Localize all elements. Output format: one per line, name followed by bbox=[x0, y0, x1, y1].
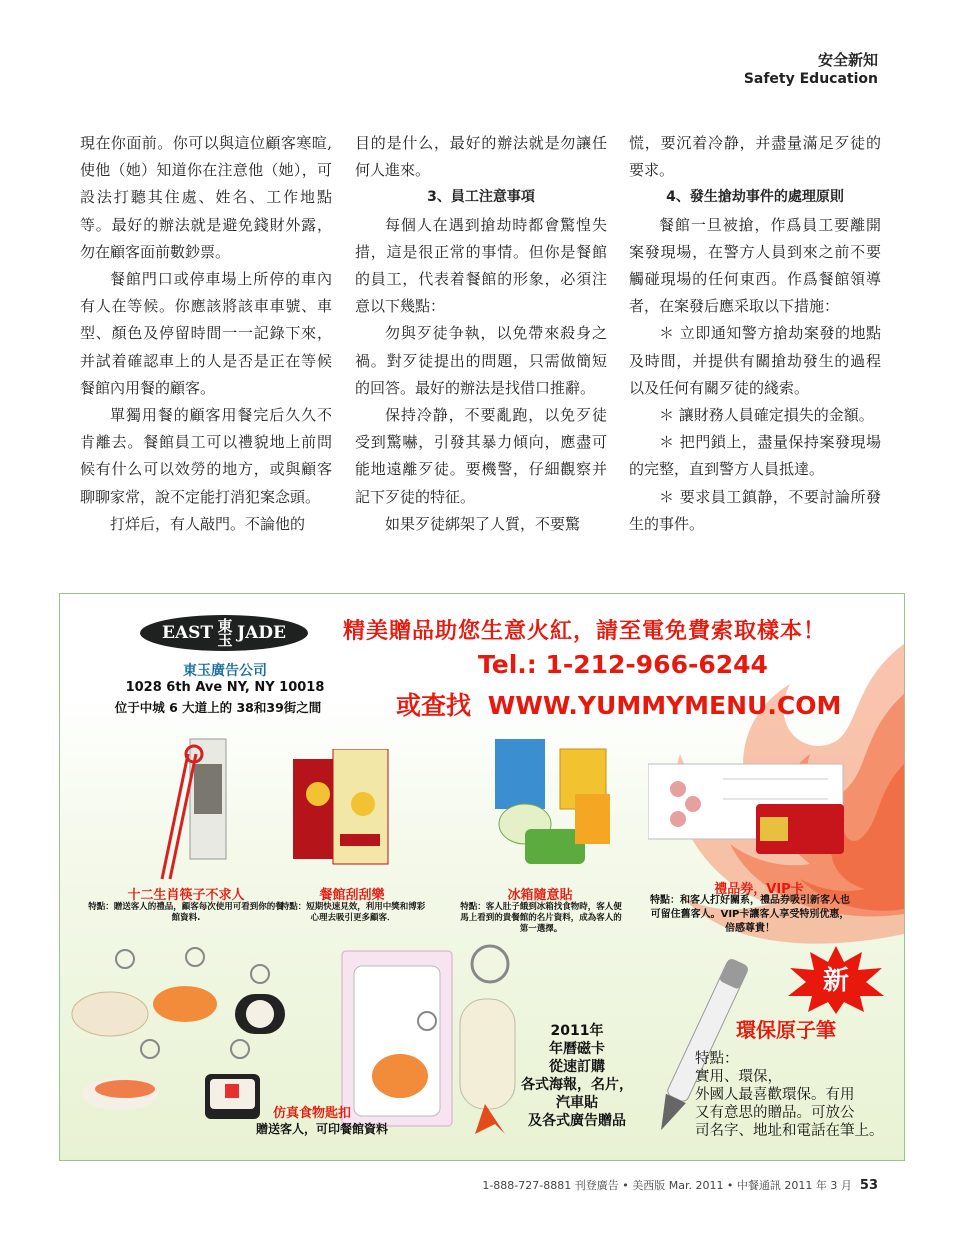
feature-line: 外國人最喜歡環保。有用 bbox=[695, 1087, 855, 1103]
paragraph: 現在你面前。你可以與這位顧客寒暄,使他（她）知道你在注意他（她），可設法打聽其住處、姓名、工作地點等。最好的辦法就是避免錢財外露，勿在顧客面前數鈔票。 bbox=[80, 134, 332, 261]
article-column-2 bbox=[355, 130, 607, 538]
paragraph: 餐館一旦被搶，作爲員工要離開案發現場，在警方人員到來之前不要觸碰現場的任何東西。作爲餐館領導者，在案發后應采取以下措施： bbox=[629, 215, 881, 316]
company-location: 位于中城 6 大道上的 38和39街之間 bbox=[114, 700, 322, 715]
advertisement bbox=[59, 593, 905, 1161]
section-title-zh: 安全新知 bbox=[817, 51, 878, 69]
subheading: 3、員工注意事項 bbox=[427, 189, 535, 206]
paragraph: 打烊后，有人敲門。不論他的 bbox=[110, 514, 306, 533]
product-description: 特點：贈送客人的禮品，顧客每次使用可看到你的餐館資料. bbox=[88, 902, 284, 923]
website-prefix: 或查找 bbox=[396, 691, 472, 720]
pen-title: 環保原子筆 bbox=[736, 1018, 836, 1042]
magnet-image bbox=[490, 734, 610, 874]
promo-line: 2011年 bbox=[550, 1023, 604, 1039]
ad-phone[interactable]: Tel.: 1-212-966-6244 bbox=[478, 650, 768, 679]
article-column-3 bbox=[629, 130, 881, 538]
article-column-1 bbox=[80, 130, 332, 538]
east-jade-logo bbox=[140, 615, 308, 651]
page-footer bbox=[482, 1177, 878, 1193]
paragraph: 餐館門口或停車場上所停的車內有人在等候。你應該將該車車號、車型、顏色及停留時間一一記錄下來，并試着確認車上的人是否是正在等候餐館內用餐的顧客。 bbox=[80, 270, 332, 397]
feature-line: 司名字、地址和電話在筆上。 bbox=[695, 1123, 884, 1139]
food-keychain-desc: 贈送客人，可印餐館資料 bbox=[255, 1122, 388, 1136]
bullet-item: ＊ 讓財務人員確定損失的金額。 bbox=[659, 406, 874, 425]
feature-line: 特點： bbox=[695, 1051, 739, 1067]
feature-line: 又有意思的贈品。可放公 bbox=[695, 1105, 855, 1121]
logo-chinese bbox=[217, 619, 233, 647]
pen-features bbox=[695, 1050, 900, 1140]
bullet-item: ＊ 把門鎖上，盡量保持案發現場的完整，直到警方人員抵達。 bbox=[629, 433, 881, 479]
food-keychain-title: 仿真食物匙扣 bbox=[272, 1106, 351, 1121]
subheading: 4、發生搶劫事件的處理原則 bbox=[666, 189, 844, 206]
logo-text-left: EAST bbox=[161, 623, 214, 643]
paragraph: 勿與歹徒争執，以免帶來殺身之禍。對歹徒提出的問題，只需做簡短的回答。最好的辦法是找借口推辭。 bbox=[355, 324, 607, 397]
promo-line: 年曆磁卡 bbox=[549, 1041, 605, 1057]
scratch-card-image bbox=[288, 749, 398, 874]
promo-line: 及各式廣告贈品 bbox=[528, 1113, 626, 1129]
paragraph: 如果歹徒綁架了人質，不要驚 bbox=[385, 514, 581, 533]
section-title-en: Safety Education bbox=[743, 71, 878, 87]
paragraph: 目的是什么，最好的辦法就是勿讓任何人進來。 bbox=[355, 134, 607, 180]
company-name: 東玉廣告公司 bbox=[183, 663, 267, 679]
promo-line: 從速訂購 bbox=[549, 1059, 605, 1075]
product-description: 特點：客人肚子餓到冰箱找食物時，客人便馬上看到的貴餐館的名片資料，成為客人的第一選擇。 bbox=[460, 902, 622, 934]
ad-website[interactable] bbox=[396, 686, 841, 722]
paragraph: 慌，要沉着冷静，并盡量滿足歹徒的要求。 bbox=[629, 134, 881, 180]
paragraph: 保持冷静，不要亂跑，以免歹徒受到驚嚇，引發其暴力傾向，應盡可能地遠離歹徒。要機警，仔細觀察并記下歹徒的特征。 bbox=[355, 406, 607, 506]
section-header bbox=[744, 50, 878, 88]
page-number: 53 bbox=[859, 1178, 878, 1193]
logo-char: 東 bbox=[217, 617, 233, 635]
product-description: 特點：和客人打好關系，禮品券吸引新客人也可留住舊客人。VIP卡讓客人享受特別优惠，倍感尊貴！ bbox=[650, 895, 850, 934]
calendar-promo bbox=[497, 1022, 657, 1130]
new-badge: 新 bbox=[822, 966, 849, 996]
product-title: 十二生肖筷子不求人 bbox=[127, 888, 245, 903]
bullet-item: ＊ 要求員工鎮静，不要討論所發生的事件。 bbox=[629, 487, 881, 533]
product-title: 禮品券，VIP卡 bbox=[714, 882, 804, 897]
bullet-item: ＊ 立即通知警方搶劫案發的地點及時間，并提供有關搶劫發生的過程以及任何有關歹徒的綫索。 bbox=[629, 324, 881, 397]
product-title: 餐館刮刮樂 bbox=[319, 888, 385, 903]
logo-text-right: JADE bbox=[237, 623, 286, 643]
promo-line: 各式海報，名片， bbox=[521, 1077, 633, 1093]
promo-line: 汽車貼 bbox=[556, 1095, 598, 1111]
product-title: 冰箱隨意貼 bbox=[507, 888, 573, 903]
product-description: 特點：短期快速見效，利用中獎和博彩心理去吸引更多顧客． bbox=[280, 902, 426, 923]
website-url: WWW.YUMMYMENU.COM bbox=[487, 691, 842, 720]
chopsticks-image bbox=[150, 734, 250, 884]
paragraph: 單獨用餐的顧客用餐完后久久不肯離去。餐館員工可以禮貌地上前問候有什么可以效勞的地方，或與顧客聊聊家常，說不定能打消犯案念頭。 bbox=[80, 406, 332, 506]
company-address: 1028 6th Ave NY, NY 10018 bbox=[125, 680, 325, 695]
paragraph: 每個人在遇到搶劫時都會驚惶失措，這是很正常的事情。但你是餐館的員工，代表着餐館的形象，必須注意以下幾點： bbox=[355, 215, 607, 316]
footer-info: 1-888-727-8881 刊登廣告 • 美西版 Mar. 2011 • 中餐通訊 2011 年 3 月 bbox=[482, 1179, 852, 1192]
feature-line: 實用、環保， bbox=[695, 1069, 782, 1085]
ad-headline: 精美贈品助您生意火紅，請至電免費索取樣本！ bbox=[343, 619, 827, 644]
logo-char: 玉 bbox=[217, 631, 233, 649]
gift-certificate-image bbox=[648, 759, 848, 859]
